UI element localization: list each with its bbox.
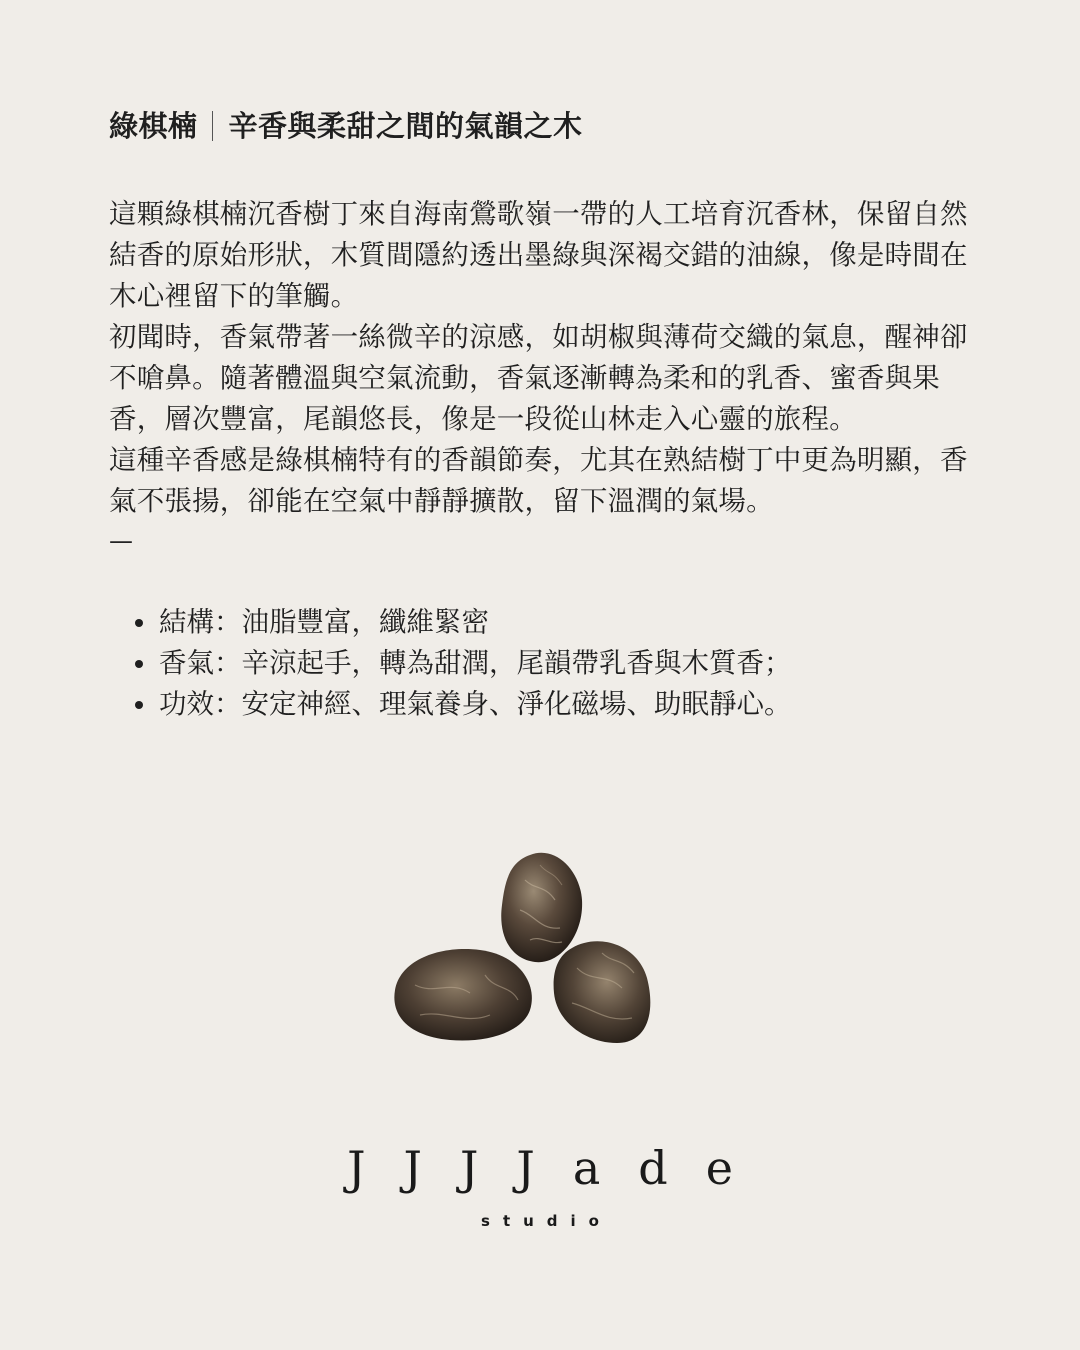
agarwood-piece bbox=[554, 941, 651, 1043]
agarwood-piece bbox=[501, 853, 582, 962]
paragraph: 初聞時，香氣帶著一絲微辛的涼感，如胡椒與薄荷交織的氣息，醒神卻不嗆鼻。隨著體溫與空氣流動，香氣逐漸轉為柔和的乳香、蜜香與果香，層次豐富，尾韻悠長，像是一段從山林走入心靈的旅程。 bbox=[109, 321, 968, 435]
paragraph: 這顆綠棋楠沉香樹丁來自海南鶯歌嶺一帶的人工培育沉香林，保留自然結香的原始形狀，木質間隱約透出墨綠與深褐交錯的油線，像是時間在木心裡留下的筆觸。 bbox=[109, 198, 968, 312]
list-item: 結構：油脂豐富，纖維緊密 bbox=[109, 602, 971, 643]
title-separator bbox=[212, 111, 213, 141]
section-divider: — bbox=[109, 527, 133, 555]
list-item: 香氣：辛涼起手，轉為甜潤，尾韻帶乳香與木質香； bbox=[109, 643, 971, 684]
feature-list bbox=[109, 602, 971, 725]
article bbox=[109, 104, 971, 725]
list-item: 功效：安定神經、理氣養身、淨化磁場、助眠靜心。 bbox=[109, 684, 971, 725]
agarwood-pieces-image bbox=[380, 840, 670, 1060]
title-subtitle: 辛香與柔甜之間的氣韻之木 bbox=[228, 109, 583, 143]
article-body bbox=[109, 194, 971, 522]
brand-logo: JJJJade bbox=[347, 1141, 771, 1195]
title-name: 綠棋楠 bbox=[109, 109, 198, 143]
page-title bbox=[109, 104, 971, 148]
paragraph: 這種辛香感是綠棋楠特有的香韻節奏，尤其在熟結樹丁中更為明顯，香氣不張揚，卻能在空氣中靜靜擴散，留下溫潤的氣場。 bbox=[109, 444, 968, 517]
agarwood-piece bbox=[394, 949, 531, 1040]
brand-tagline: studio bbox=[481, 1212, 612, 1230]
